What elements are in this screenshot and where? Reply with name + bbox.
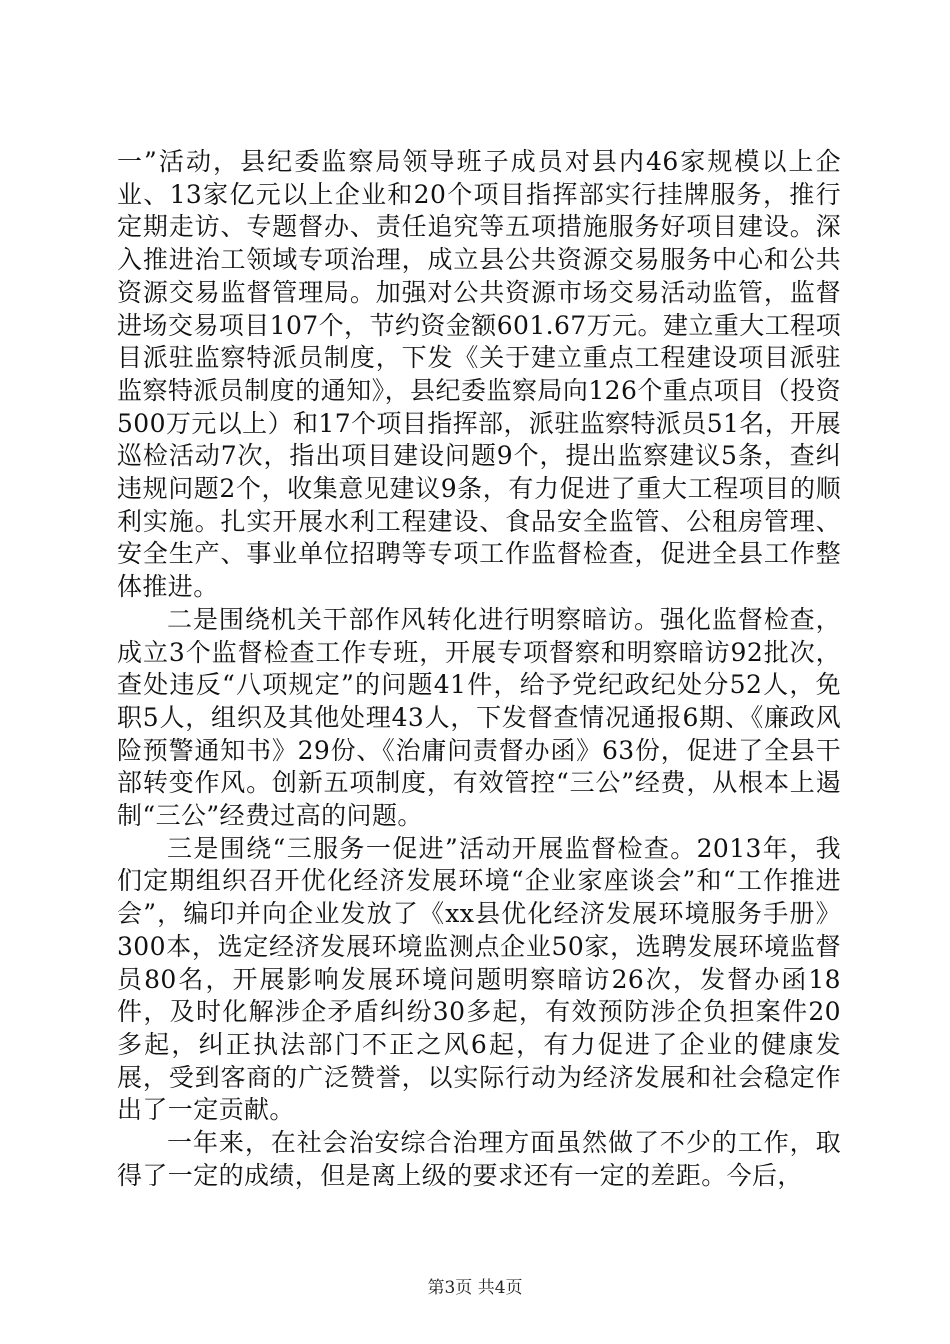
paragraph-three-services-inspection: 三是围绕“三服务一促进”活动开展监督检查。2013年，我们定期组织召开优化经济发展环境“企业家座谈会”和“工作推进会”，编印并向企业发放了《xx县优化经济发展环境服务手册》300本，选定经济发展环境监测点企业50家，选聘发展环境监督员80名，开展影响发展环境问题明察暗访26次，发督办函18件，及时化解涉企矛盾纠纷30多起，有效预防涉企负担案件20多起，纠正执法部门不正之风6起，有力促进了企业的健康发展，受到客商的广泛赞誉，以实际行动为经济发展和社会稳定作出了一定贡献。: [117, 833, 841, 1125]
paragraph-continuation: 一”活动，县纪委监察局领导班子成员对县内46家规模以上企业、13家亿元以上企业和20个项目指挥部实行挂牌服务，推行定期走访、专题督办、责任追究等五项措施服务好项目建设。深入推进治工领域专项治理，成立县公共资源交易服务中心和公共资源交易监督管理局。加强对公共资源市场交易活动监管，监督进场交易项目107个，节约资金额601.67万元。建立重大工程项目派驻监察特派员制度，下发《关于建立重点工程建设项目派驻监察特派员制度的通知》，县纪委监察局向126个重点项目（投资500万元以上）和17个项目指挥部，派驻监察特派员51名，开展巡检活动7次，指出项目建设问题9个，提出监察建议5条，查纠违规问题2个，收集意见建议9条，有力促进了重大工程项目的顺利实施。扎实开展水利工程建设、食品安全监管、公租房管理、安全生产、事业单位招聘等专项工作监督检查，促进全县工作整体推进。: [117, 147, 841, 602]
page-number-footer: 第3页 共4页: [427, 1278, 523, 1298]
body-text: [117, 146, 841, 1193]
paragraph-year-summary: 一年来，在社会治安综合治理方面虽然做了不少的工作，取得了一定的成绩，但是离上级的要求还有一定的差距。今后，: [117, 1128, 841, 1190]
paragraph-cadre-style-inspection: 二是围绕机关干部作风转化进行明察暗访。强化监督检查，成立3个监督检查工作专班，开展专项督察和明察暗访92批次，查处违反“八项规定”的问题41件，给予党纪政纪处分52人，免职5人，组织及其他处理43人，下发督查情况通报6期、《廉政风险预警通知书》29份、《治庸问责督办函》63份，促进了全县干部转变作风。创新五项制度，有效管控“三公”经费，从根本上遏制“三公”经费过高的问题。: [117, 604, 841, 831]
